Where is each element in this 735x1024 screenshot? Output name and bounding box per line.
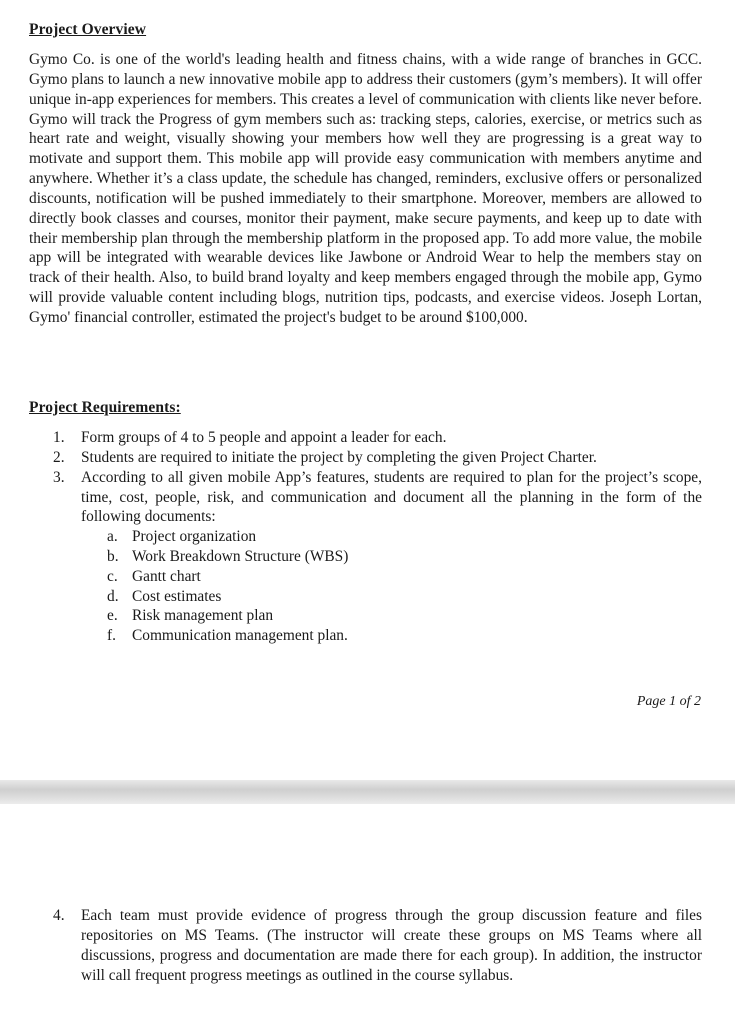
- document-letter: d.: [107, 587, 119, 605]
- requirement-number: 3.: [53, 468, 65, 486]
- document-letter: b.: [107, 547, 119, 565]
- document-text: Project organization: [132, 528, 257, 545]
- requirement-text: Form groups of 4 to 5 people and appoint a leader for each.: [81, 429, 447, 446]
- documents-list: [29, 527, 702, 646]
- document-page-2: [0, 804, 735, 1024]
- document-letter: a.: [107, 528, 118, 545]
- project-overview-paragraph: Gymo Co. is one of the world's leading health and fitness chains, with a wide range of branches in GCC. Gymo plans to launch a new innovative mobile app to address their customers (gym’s members). It will offer unique in-app experiences for members. This creates a level of communication with clients like never before. Gymo will track the Progress of gym members such as: tracking steps, calories, exercise, or metrics such as heart rate and weight, visually showing your members how well they are progressing is a great way to motivate and support them. This mobile app will provide easy communication with members anytime and anywhere. Whether it’s a class update, the schedule has changed, reminders, exclusive offers or personalized discounts, notification will be pushed immediately to their smartphone. Moreover, members are allowed to directly book classes and courses, monitor their payment, make secure payments, and keep up to date with their membership plan through the membership platform in the proposed app. To add more value, the mobile app will be integrated with wearable devices like Jawbone or Android Wear to help the members stay on track of their health. Also, to build brand loyalty and keep members engaged through the mobile app, Gymo will provide valuable content including blogs, nutrition tips, podcasts, and exercise videos. Joseph Lortan, Gymo' financial controller, estimated the project's budget to be around $100,000.: [29, 51, 702, 326]
- document-letter: e.: [107, 607, 118, 625]
- document-item: [29, 527, 702, 547]
- document-item: [29, 606, 702, 626]
- requirement-text: Students are required to initiate the project by completing the given Project Charter.: [81, 448, 597, 466]
- document-item: [29, 626, 702, 646]
- requirement-item: [29, 906, 702, 985]
- document-text: Cost estimates: [132, 587, 222, 605]
- document-letter: c.: [107, 567, 118, 585]
- document-item: [29, 567, 702, 587]
- requirement-item: [29, 468, 702, 528]
- page-number: Page 1 of 2: [636, 694, 701, 709]
- requirements-list: [29, 428, 702, 527]
- document-letter: f.: [107, 627, 116, 645]
- requirement-text: According to all given mobile App’s features, students are required to plan for the project’s scope, time, cost, people, risk, and communication and document all the planning in the form of the following documents:: [81, 468, 702, 526]
- document-item: [29, 547, 702, 567]
- requirement-text: Each team must provide evidence of progress through the group discussion feature and files repositories on MS Teams. (The instructor will create these groups on MS Teams where all discussions, progress and documentation are made there for each group). In addition, the instructor will call frequent progress meetings as outlined in the course syllabus.: [81, 907, 702, 984]
- document-text: Communication management plan.: [132, 627, 348, 645]
- project-requirements-heading: Project Requirements:: [29, 399, 181, 416]
- project-overview-heading: Project Overview: [29, 21, 147, 38]
- requirement-item: [29, 448, 702, 468]
- requirement-item: [29, 428, 702, 448]
- document-text: Risk management plan: [132, 607, 274, 625]
- requirement-number: 2.: [53, 448, 65, 466]
- requirement-number: 1.: [53, 429, 65, 446]
- document-text: Work Breakdown Structure (WBS): [132, 547, 349, 565]
- requirement-number: 4.: [53, 907, 65, 924]
- page-separator: [0, 780, 735, 804]
- document-text: Gantt chart: [132, 567, 201, 585]
- requirements-list-continued: [29, 906, 702, 985]
- document-item: [29, 587, 702, 607]
